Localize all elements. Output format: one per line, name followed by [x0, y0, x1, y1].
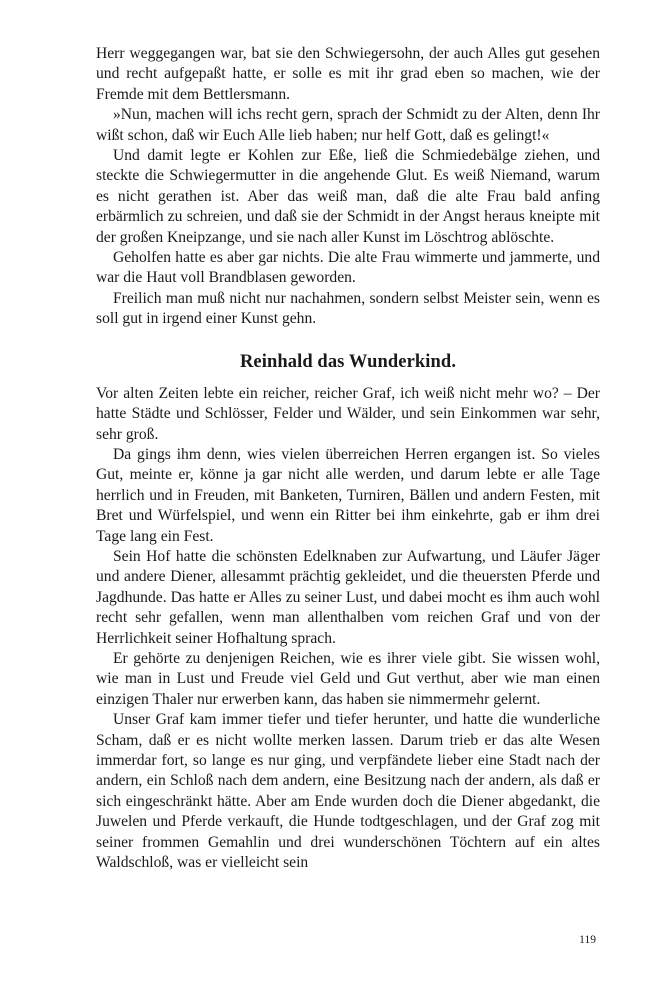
paragraph-outcome: Geholfen hatte es aber gar nichts. Die alte Frau wimmerte und jammerte, und war die Haut voll Brandblasen geworden. [96, 249, 600, 287]
story-title: Reinhald das Wunderkind. [239, 351, 457, 372]
paragraph-opening: Vor alten Zeiten lebte ein reicher, reicher Graf, ich weiß nicht mehr wo? – Der hatte Städte und Schlösser, Felder und Wälder, und sein Einkommen war sehr, sehr groß. [96, 384, 600, 443]
page-number: 119 [579, 934, 596, 946]
paragraph-rich-folk: Er gehörte zu denjenigen Reichen, wie es ihrer viele gibt. Sie wissen wohl, wie man in Lust und Freude viel Geld und Gut verthut, aber wie man einen einzigen Thaler nur erwerben kann, das haben sie nimmermehr gelernt. [96, 649, 600, 708]
paragraph-continuation: Herr weggegangen war, bat sie den Schwiegersohn, der auch Alles gut gesehen und recht aufgepaßt hatte, er solle es mit ihr grad eben so machen, wie der Fremde mit dem Bettlersmann. [96, 45, 600, 103]
paragraph-court: Sein Hof hatte die schönsten Edelknaben zur Aufwartung, und Läufer Jäger und andere Diener, allesammt prächtig gekleidet, und die theuersten Pferde und Jagdhunde. Das hatte er Alles zu seiner Lust, und dabei mocht es ihm auch wohl recht sehr gefallen, wenn man allenthalben vom reichen Graf und von der Herrlichkeit seiner Hofhaltung sprach. [96, 547, 600, 647]
paragraph-moral: Freilich man muß nicht nur nachahmen, sondern selbst Meister sein, wenn es soll gut in irgend einer Kunst gehn. [96, 289, 600, 328]
paragraph-lavish-life: Da gings ihm denn, wies vielen überreichen Herren ergangen ist. So vieles Gut, meinte er, könne ja gar nicht alle werden, und darum lebte er alle Tage herrlich und in Freuden, mit Banketen, Turniren, Bällen und andern Festen, mit Bret und Würfelspiel, und wenn ein Ritter bei ihm einkehrte, gab er ihm drei Tage lang ein Fest. [96, 445, 600, 545]
paragraph-forge: Und damit legte er Kohlen zur Eße, ließ die Schmiedebälge ziehen, und steckte die Schwiegermutter in die angehende Glut. Es weiß Niemand, warum es nicht gerathen ist. Aber das weiß man, daß die alte Frau bald anfing erbärmlich zu schreien, und daß sie der Schmidt in der Angst heraus kneipte mit der großen Kneipzange, und sie nach aller Kunst im Löschtrog ablöschte. [96, 147, 600, 246]
paragraph-smith-speech: »Nun, machen will ichs recht gern, sprach der Schmidt zu der Alten, denn Ihr wißt schon, daß wir Euch Alle lieb haben; nur helf Gott, daß es gelingt!« [96, 106, 600, 144]
paragraph-decline: Unser Graf kam immer tiefer und tiefer herunter, und hatte die wunderliche Scham, daß er es nicht wollte merken lassen. Darum trieb er das alte Wesen immerdar fort, so lange es nur ging, und verpfändete lieber eine Stadt nach der andern, ein Schloß nach dem andern, eine Besitzung nach der andern, als daß er sich eingeschränkt hätte. Aber am Ende wurden doch die Diener abgedankt, die Juwelen und Pferde verkauft, die Hunde todtgeschlagen, und der Graf zog mit seiner frommen Gemahlin und drei wunderschönen Töchtern auf ein altes Waldschloß, was er vielleicht sein [96, 711, 600, 872]
